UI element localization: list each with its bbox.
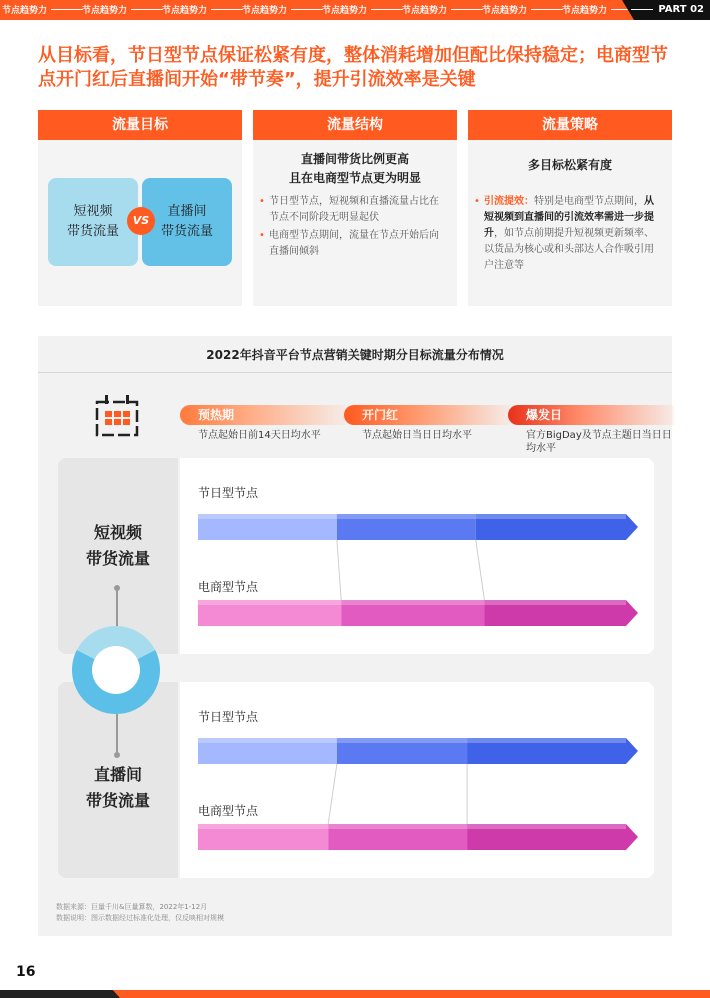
goal-box-title: 流量目标 [38, 110, 242, 140]
strategy-subtitle: 多目标松紧有度 [527, 158, 612, 172]
group-card-live-room [180, 682, 654, 878]
boundary-connector [328, 764, 337, 824]
banner-section-label: 节点趋势力 [562, 3, 643, 16]
data-source-note: 数据来源：巨量千川&巨量算数，2022年1-12月 [56, 903, 208, 911]
phase-preheat-desc: 节点起始日前14天日均水平 [198, 430, 321, 441]
banner-section-label: 节点趋势力 [402, 3, 483, 16]
banner-section-label: 节点趋势力 [482, 3, 563, 16]
phase-burst: 爆发日 [508, 405, 674, 425]
banner-section-label: 节点趋势力 [2, 3, 83, 16]
phase-opening-desc: 节点起始日当日日均水平 [362, 430, 472, 441]
strategy-bullet: • 引流提效：特别是电商型节点期间，从短视频到直播间的引流效率需进一步提升，如节点前期提升短视频更新频率、以货品为核心或和头部达人合作吸引用户注意等 [474, 196, 654, 271]
chart-panel [38, 336, 672, 936]
page-headline: 从目标看，节日型节点保证松紧有度，整体消耗增加但配比保持稳定；电商型节点开门红后直播间开始“带节奏”，提升引流效率是关键 [38, 45, 668, 90]
short-video-pill [48, 178, 138, 266]
short-video-pill-label: 短视频 带货流量 [66, 204, 119, 239]
phase-preheat: 预热期 [180, 405, 346, 425]
bar-segment-highlight [476, 514, 626, 519]
strategy-box [468, 110, 672, 306]
phase-opening: 开门红 [344, 405, 510, 425]
divider [38, 372, 672, 373]
banner-section-label: 节点趋势力 [162, 3, 243, 16]
banner-section-label: 节点趋势力 [242, 3, 323, 16]
donut-icon [72, 626, 160, 714]
connector-dot [114, 585, 120, 591]
banner-section-label: 节点趋势力 [82, 3, 163, 16]
group-card-short-video [180, 458, 654, 654]
calendar-icon [94, 392, 140, 438]
data-explain-note: 数据说明：图示数据经过标准化处理，仅反映相对规模 [56, 914, 224, 922]
bottom-bar [0, 990, 710, 998]
row-label: 电商型节点 [198, 804, 259, 818]
chart-title: 2022年抖音平台节点营销关键时期分目标流量分布情况 [206, 348, 504, 362]
page-number: 16 [16, 964, 36, 980]
boundary-connector [476, 540, 485, 600]
structure-bullet: • 节日型节点，短视频和直播流量占比在节点不同阶段无明显起伏 [259, 196, 439, 223]
live-room-pill-label: 直播间 带货流量 [160, 204, 213, 239]
group-label-short-video: 短视频 带货流量 [58, 458, 178, 654]
banner-section-label: 节点趋势力 [322, 3, 403, 16]
structure-bullet: • 电商型节点期间，流量在节点开始后向直播间倾斜 [259, 230, 439, 257]
bar-chart-live-room [180, 682, 654, 878]
bar-segment-highlight [198, 600, 341, 605]
bottom-bar-dark [0, 990, 120, 998]
bar-segment-highlight [198, 738, 337, 743]
bar-segment-highlight [328, 824, 467, 829]
row-label: 节日型节点 [198, 710, 259, 724]
goal-box [38, 110, 242, 306]
strategy-box-title: 流量策略 [468, 110, 672, 140]
row-label: 节日型节点 [198, 486, 259, 500]
connector-line [116, 714, 118, 754]
bar-segment-highlight [337, 514, 476, 519]
row-label: 电商型节点 [198, 580, 259, 594]
structure-box-title: 流量结构 [253, 110, 457, 140]
bar-segment-highlight [484, 600, 626, 605]
phase-burst-desc: 官方BigDay及节点主题日当日日均水平 [526, 430, 672, 454]
connector-dot [114, 752, 120, 758]
structure-subtitle: 直播间带货比例更高 且在电商型节点更为明显 [288, 152, 421, 185]
connector-line [116, 588, 118, 628]
bar-segment-highlight [467, 824, 626, 829]
bar-segment-highlight [198, 514, 337, 519]
part-tag: PART 02 [631, 4, 704, 15]
boundary-connector [337, 540, 341, 600]
live-room-pill [142, 178, 232, 266]
vs-badge: VS [127, 207, 155, 235]
bar-segment-highlight [198, 824, 328, 829]
top-banner [0, 0, 710, 20]
bar-chart-short-video [180, 458, 654, 654]
group-label-live-room: 直播间 带货流量 [58, 682, 178, 878]
bar-segment-highlight [337, 738, 467, 743]
structure-box [253, 110, 457, 306]
bar-segment-highlight [467, 738, 626, 743]
bar-segment-highlight [341, 600, 484, 605]
